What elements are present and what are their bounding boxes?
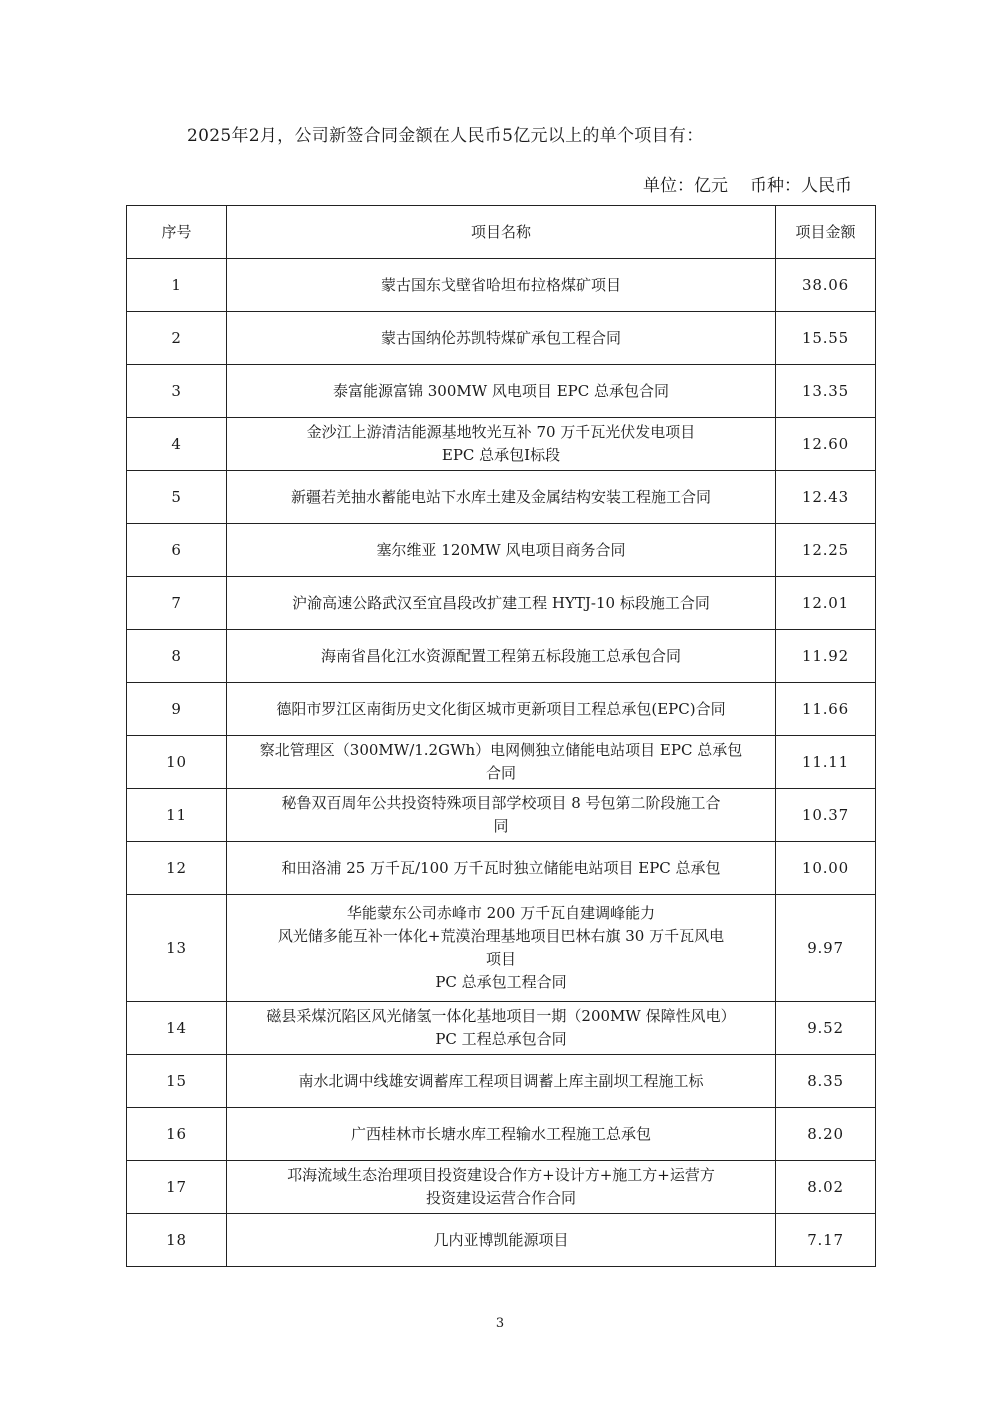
row-number: 10	[127, 736, 227, 789]
project-name-line: 德阳市罗江区南街历史文化街区城市更新项目工程总承包(EPC)合同	[276, 699, 726, 718]
project-name	[227, 1055, 776, 1108]
table-row	[127, 1161, 876, 1214]
project-name-line: 华能蒙东公司赤峰市 200 万千瓦自建调峰能力	[346, 904, 656, 922]
project-name-line: 塞尔维亚 120MW 风电项目商务合同	[376, 540, 626, 559]
project-name	[227, 842, 776, 895]
project-name-line: 蒙古国纳伦苏凯特煤矿承包工程合同	[380, 328, 621, 347]
table-row	[127, 471, 876, 524]
project-name	[227, 312, 776, 365]
project-name-line: 秘鲁双百周年公共投资特殊项目部学校项目 8 号包第二阶段施工合	[281, 794, 721, 812]
project-amount: 12.43	[776, 471, 876, 524]
table-row	[127, 736, 876, 789]
header-seq: 序号	[127, 206, 227, 259]
project-name-line: EPC 总承包Ⅰ标段	[441, 446, 561, 464]
row-number: 3	[127, 365, 227, 418]
row-number: 1	[127, 259, 227, 312]
project-name	[227, 630, 776, 683]
project-name	[227, 524, 776, 577]
row-number: 17	[127, 1161, 227, 1214]
row-number: 9	[127, 683, 227, 736]
table-row	[127, 842, 876, 895]
table-row	[127, 259, 876, 312]
row-number: 4	[127, 418, 227, 471]
project-amount: 9.52	[776, 1002, 876, 1055]
row-number: 15	[127, 1055, 227, 1108]
project-name-line: 合同	[485, 764, 516, 782]
project-name-line: 泰富能源富锦 300MW 风电项目 EPC 总承包合同	[332, 381, 669, 400]
table-row	[127, 1055, 876, 1108]
project-name-line: 邛海流域生态治理项目投资建设合作方+设计方+施工方+运营方	[287, 1166, 715, 1184]
project-name	[227, 259, 776, 312]
project-name-line: 金沙江上游清洁能源基地牧光互补 70 万千瓦光伏发电项目	[306, 423, 696, 441]
row-number: 13	[127, 895, 227, 1002]
project-amount: 11.92	[776, 630, 876, 683]
project-amount: 12.25	[776, 524, 876, 577]
table-row	[127, 1002, 876, 1055]
project-amount: 8.20	[776, 1108, 876, 1161]
table-row	[127, 895, 876, 1002]
project-name	[227, 683, 776, 736]
row-number: 6	[127, 524, 227, 577]
row-number: 11	[127, 789, 227, 842]
row-number: 12	[127, 842, 227, 895]
header-amount: 项目金额	[776, 206, 876, 259]
table-row	[127, 365, 876, 418]
project-amount: 11.66	[776, 683, 876, 736]
project-name	[227, 1214, 776, 1267]
unit-line	[643, 171, 852, 196]
project-name-line: 海南省昌化江水资源配置工程第五标段施工总承包合同	[320, 646, 681, 665]
row-number: 2	[127, 312, 227, 365]
project-amount: 15.55	[776, 312, 876, 365]
row-number: 8	[127, 630, 227, 683]
project-name-line: 蒙古国东戈壁省哈坦布拉格煤矿项目	[380, 275, 621, 294]
project-name-line: 磁县采煤沉陷区风光储氢一体化基地项目一期（200MW 保障性风电）	[266, 1007, 736, 1025]
table-row	[127, 789, 876, 842]
project-name-line: 和田洛浦 25 万千瓦/100 万千瓦时独立储能电站项目 EPC 总承包	[281, 858, 721, 877]
project-amount: 10.00	[776, 842, 876, 895]
row-number: 5	[127, 471, 227, 524]
project-name	[227, 1108, 776, 1161]
project-amount: 12.01	[776, 577, 876, 630]
project-amount: 13.35	[776, 365, 876, 418]
project-name	[227, 577, 776, 630]
project-amount: 7.17	[776, 1214, 876, 1267]
project-name-line: 风光储多能互补一体化+荒漠治理基地项目巴林右旗 30 万千瓦风电	[277, 927, 725, 945]
row-number: 7	[127, 577, 227, 630]
project-name-line: 新疆若羌抽水蓄能电站下水库土建及金属结构安装工程施工合同	[290, 487, 711, 506]
project-name	[227, 895, 776, 1002]
project-name-line: 投资建设运营合作合同	[425, 1189, 576, 1207]
table-row	[127, 630, 876, 683]
table-header-row	[127, 206, 876, 259]
project-amount: 11.11	[776, 736, 876, 789]
intro-text: 2025年2月，公司新签合同金额在人民币5亿元以上的单个项目有：	[187, 126, 704, 146]
project-name-line: 项目	[485, 950, 516, 968]
table-body	[127, 259, 876, 1267]
project-amount: 10.37	[776, 789, 876, 842]
row-number: 14	[127, 1002, 227, 1055]
row-number: 18	[127, 1214, 227, 1267]
project-amount: 38.06	[776, 259, 876, 312]
project-name-line: 广西桂林市长塘水库工程输水工程施工总承包	[350, 1124, 651, 1143]
project-name-line: PC 工程总承包合同	[435, 1030, 567, 1048]
project-name	[227, 418, 776, 471]
page-number: 3	[495, 1316, 505, 1331]
project-name	[227, 1002, 776, 1055]
currency-label: 币种：人民币	[750, 176, 852, 196]
project-name-line: 沪渝高速公路武汉至宜昌段改扩建工程 HYTJ-10 标段施工合同	[292, 593, 710, 612]
table-row	[127, 524, 876, 577]
project-name-line: 同	[493, 817, 509, 835]
project-name-line: 南水北调中线雄安调蓄库工程项目调蓄上库主副坝工程施工标	[298, 1071, 704, 1090]
project-name-line: 察北管理区（300MW/1.2GWh）电网侧独立储能电站项目 EPC 总承包	[259, 741, 743, 759]
contract-table	[126, 205, 876, 1267]
project-name	[227, 1161, 776, 1214]
project-name	[227, 789, 776, 842]
project-amount: 12.60	[776, 418, 876, 471]
table-row	[127, 418, 876, 471]
project-amount: 9.97	[776, 895, 876, 1002]
project-name	[227, 736, 776, 789]
project-amount: 8.35	[776, 1055, 876, 1108]
table-row	[127, 312, 876, 365]
project-name	[227, 365, 776, 418]
table-row	[127, 1214, 876, 1267]
table-row	[127, 577, 876, 630]
project-name-line: PC 总承包工程合同	[435, 973, 567, 991]
project-name-line: 几内亚博凯能源项目	[433, 1230, 569, 1249]
header-project-name: 项目名称	[227, 206, 776, 259]
project-amount: 8.02	[776, 1161, 876, 1214]
project-name	[227, 471, 776, 524]
table-row	[127, 1108, 876, 1161]
unit-label: 单位：亿元	[643, 176, 728, 196]
row-number: 16	[127, 1108, 227, 1161]
table-row	[127, 683, 876, 736]
